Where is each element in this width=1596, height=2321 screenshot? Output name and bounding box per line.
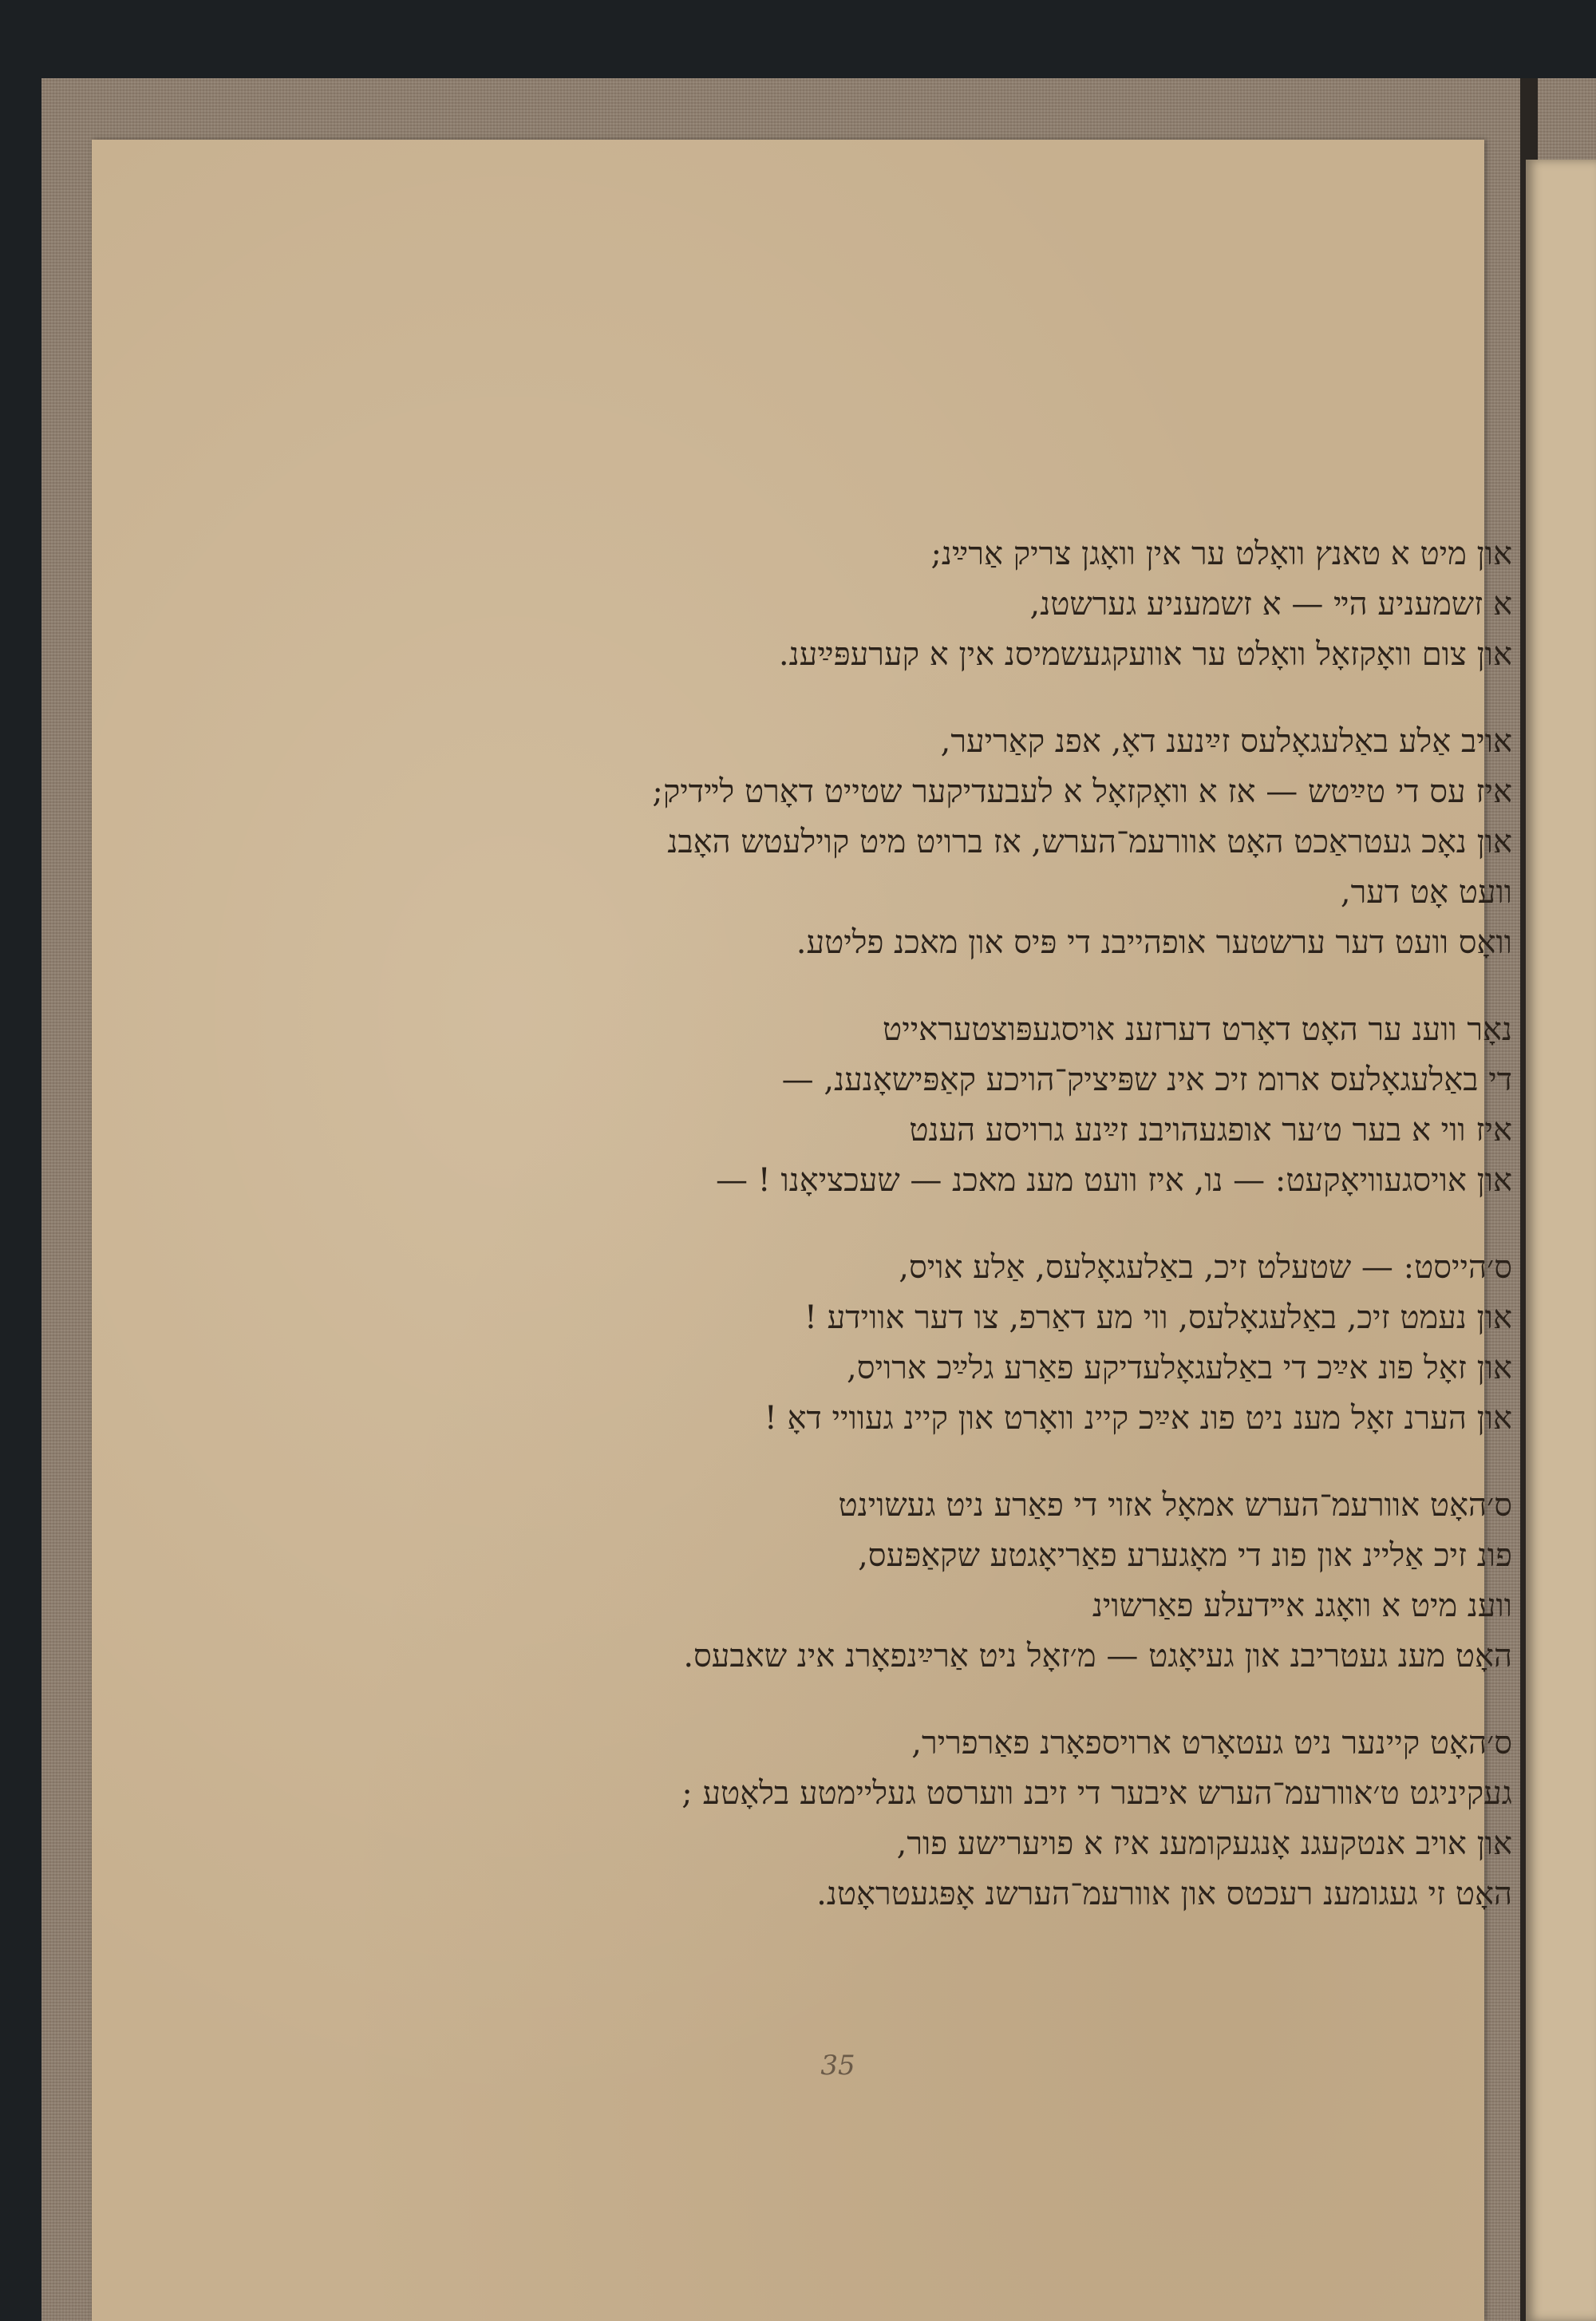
poem-line: ווענ מיט א וואָגנ אײדעלע פאַרשוינ — [1092, 1588, 1512, 1624]
poem-line: און נעמט זיכ, באַלעגאָלעס, ווי מע דאַרפ, צו דער אווידע ! — [804, 1299, 1512, 1336]
stanza-6 — [231, 1718, 1512, 1920]
page-number: 35 — [820, 2050, 855, 2082]
poem-line: פונ זיכ אַליינ און פונ די מאָגערע פאַריאָגטע שקאַפּעס, — [858, 1537, 1512, 1574]
poem-line: געקיניגט ט׳אוורעמ־הערש איבער די זיבנ ווערסט געליימטע בלאָטע ; — [681, 1775, 1512, 1812]
poem-line: נאָר ווענ ער האָט דאָרט דערזענ אויסגעפּוצטעראייט — [883, 1011, 1512, 1048]
poem-text — [231, 529, 1512, 1956]
stanza-2 — [231, 717, 1512, 968]
poem-line: ס׳האָט קיינער ניט געטאָרט ארויספאָרנ פאַרפריר, — [911, 1725, 1512, 1762]
stanza-1 — [231, 529, 1512, 680]
poem-line: ס׳האָט אוורעמ־הערש אמאָל אזוי די פאַרע ניט געשוינט — [838, 1487, 1512, 1524]
poem-line: און אויב אנטקעגנ אָנגעקומענ איז א פויערישע פור, — [896, 1825, 1512, 1862]
stanza-4 — [231, 1243, 1512, 1444]
book-page — [92, 140, 1512, 2321]
stanza-5 — [231, 1481, 1512, 1682]
stanza-3 — [231, 1005, 1512, 1206]
poem-line: און זאָל פונ אײַכ די באַלעגאָלעדיקע פאַרע גלײַכ ארויס, — [847, 1350, 1512, 1386]
poem-line: האָט מענ געטריבנ און געיאָגט — מ׳זאָל ניט אַרײַנפאָרנ אינ שאבעס. — [683, 1638, 1512, 1675]
poem-line: ס׳הייסט: — שטעלט זיכ, באַלעגאָלעס, אַלע אויס, — [899, 1249, 1512, 1286]
facing-page-edge — [1526, 160, 1596, 2321]
poem-line: און מיט א טאנץ וואָלט ער אין וואָגן צריק אַרײַנ; — [930, 536, 1512, 572]
poem-line: און הערנ זאָל מענ ניט פונ אײַכ קיינ וואָרט און קיינ געוויי דאָ ! — [764, 1400, 1512, 1437]
poem-line: וואָס וועט דער ערשטער אופהייבנ די פּיס און מאכנ פליטע. — [796, 924, 1512, 961]
poem-line: וועט אָט דער, — [1340, 874, 1512, 911]
poem-line: און נאָכ געטראַכט האָט אוורעמ־הערש, אז ברויט מיט קוילעטש האָבנ — [667, 824, 1512, 860]
poem-line: און אויסגעוויאָקעט: — נו, איז וועט מענ מאכנ — שעכציאָנו ! — — [715, 1162, 1512, 1199]
poem-line: די באַלעגאָלעס ארומ זיכ אינ שפּיציק־הויכע קאַפּישאָנענ, — — [781, 1062, 1512, 1098]
poem-line: איז עס די טײַטש — אז א וואָקזאָל א לעבעדיקער שטייט דאָרט לײדיק; — [652, 773, 1512, 810]
poem-line: האָט זי געגומענ רעכטס און אוורעמ־הערשנ אָפּגעטראָטנ. — [816, 1876, 1512, 1912]
poem-line: איז ווי א בער ט׳ער אופגעהויבנ זײַנע גרויסע הענט — [909, 1112, 1512, 1149]
poem-line: א זשמעניע הײ — א זשמעניע גערשטנ, — [1029, 586, 1512, 623]
poem-line: אויב אַלע באַלעגאָלעס זײַנענ דאָ, אפנ קאַריער, — [940, 723, 1512, 760]
poem-line: און צום וואָקזאָל וואָלט ער אוועקגעשמיסנ אין א קערעפּײַענ. — [778, 636, 1512, 673]
